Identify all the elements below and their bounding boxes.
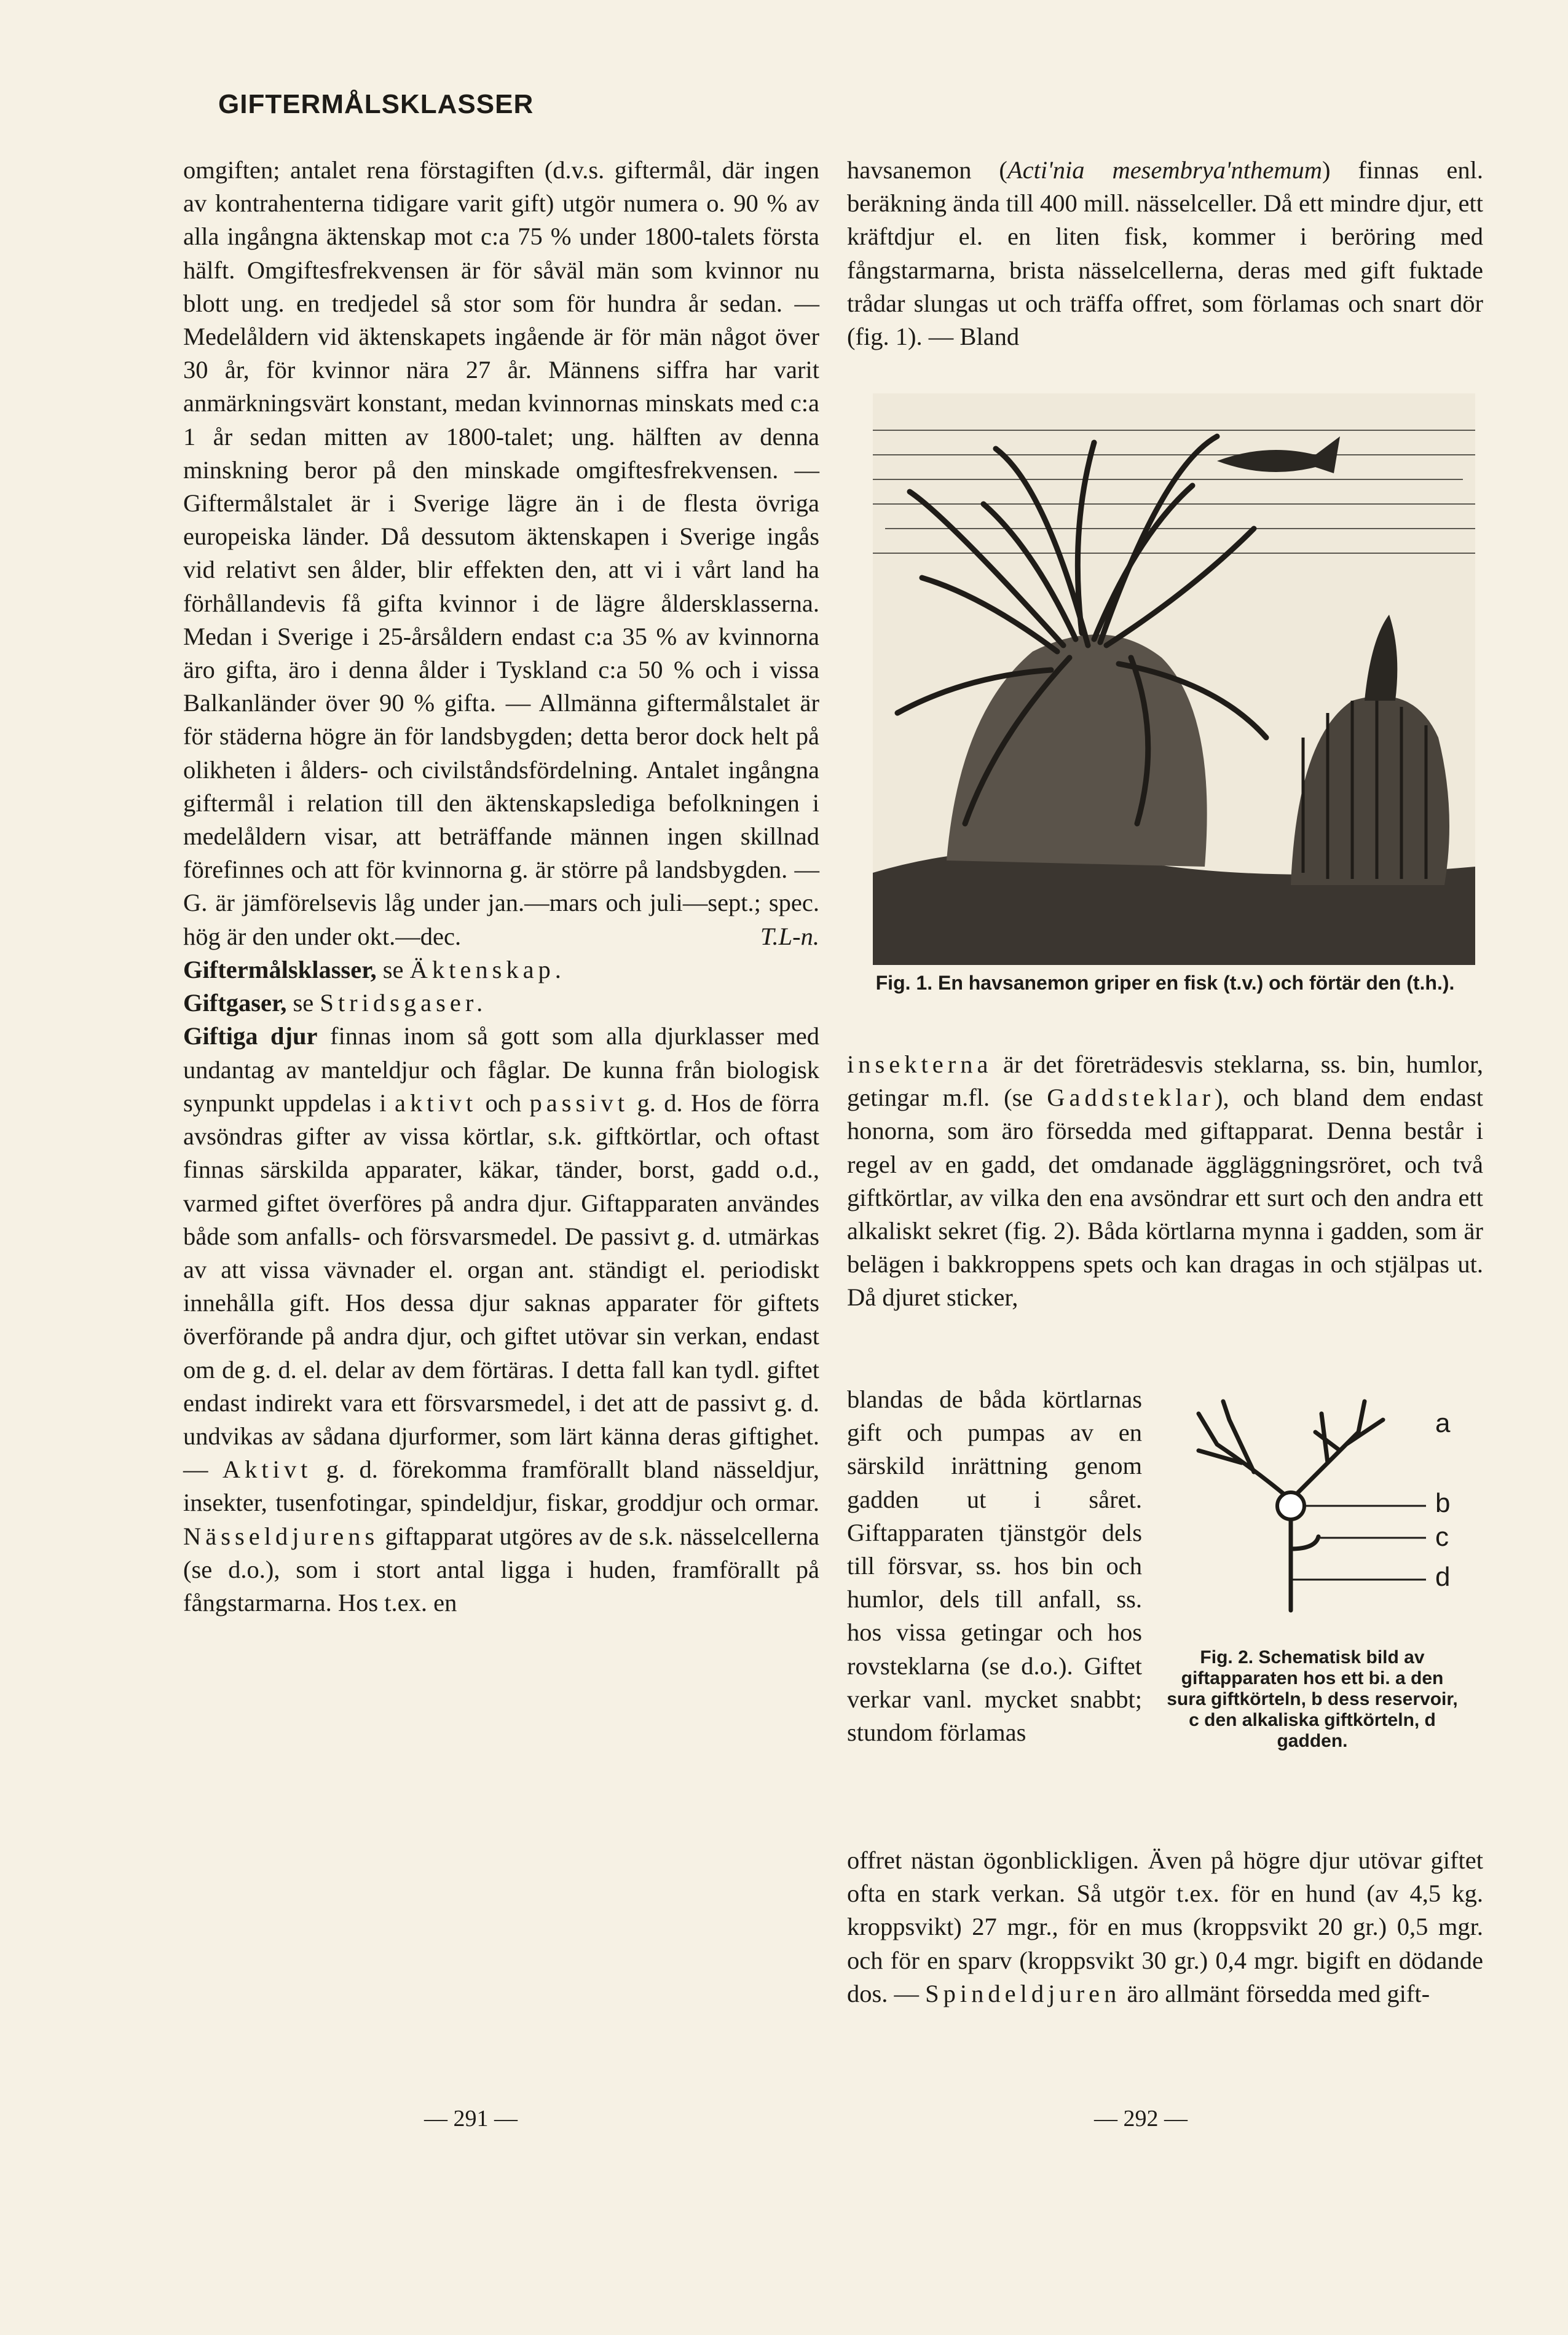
entry-giftiga-djur [183, 1020, 819, 1620]
page-number-right: — 292 — [1094, 2106, 1188, 2132]
right-column-bottom [847, 1844, 1483, 2010]
latin-name: Acti'nia mesembrya'nthemum [1007, 156, 1323, 184]
paragraph-text: äro allmänt försedda med gift- [1127, 1979, 1430, 2007]
figure-1-caption: Fig. 1. En havsanemon griper en fisk (t.v.) och förtär den (t.h.). [875, 972, 1455, 994]
sea-anemone-illustration [873, 393, 1475, 965]
paragraph-text: offret nästan ögonblickligen. Även på högre djur utövar giftet ofta en stark verkan. Så utgör t.ex. för en hund (av 4,5 kg. kroppsvikt) 27 mgr., för en mus (kroppsvikt 20 gr.) 0,5 mgr. och för en sparv (kroppsvikt 30 gr.) 0,4 mgr. bigift en dödande dos. — [847, 1846, 1483, 2007]
right-column-middle [847, 1048, 1483, 1315]
spaced-term: passivt [529, 1089, 629, 1117]
cross-reference: Gaddsteklar [1047, 1084, 1215, 1112]
paragraph-text: blandas de båda körtlarnas gift och pumpas av en särskild inrättning genom gadden ut i såret. Giftapparaten tjänstgör dels till försvar, ss. hos bin och humlor, dels till anfall, ss. hos vissa getingar och hos rovsteklarna (se d.o.). Giftet verkar vanl. mycket snabbt; stundom förlamas [847, 1385, 1142, 1747]
paragraph-text: g. d. förekomma framförallt bland nässeldjur, insekter, tusenfotingar, spindeldjur, fiskar, groddjur och ormar. [183, 1455, 820, 1517]
cross-reference: Äktenskap. [409, 956, 565, 984]
paragraph-text: g. d. Hos de förra avsöndras gifter av vissa körtlar, s.k. giftkörtlar, och oftast finnas särskilda apparater, käkar, tänder, borst, gadd o.d., varmed giftet överföres på andra djur. Giftapparaten användes både som anfalls- och försvarsmedel. De passivt g. d. utmärkas av att vissa vävnader el. organ ant. ständigt el. periodiskt innehålla gift. Hos dessa djur saknas apparater för giftets överförande på andra djur, och giftet utövar sin verkan, endast om de g. d. el. delar av dem förtäras. I detta fall kan tydl. giftet endast indirekt vara ett försvarsmedel, i det att de passivt g. d. undvikas av sådana djurformer, som lärt känna deras giftighet. — [183, 1089, 820, 1484]
spaced-term: aktivt [394, 1089, 478, 1117]
entry-headword: Giftgaser, [183, 989, 287, 1017]
paragraph-text: är det företrädesvis steklarna, ss. bin, humlor, getingar m.fl. (se [847, 1050, 1483, 1112]
entry-giftermalsklasser [183, 953, 819, 986]
label-d: d [1435, 1562, 1451, 1592]
cross-reference: Stridsgaser. [320, 989, 487, 1017]
see-text: se [293, 989, 314, 1017]
label-b: b [1435, 1488, 1451, 1518]
paragraph-text: omgiften; antalet rena förstagiften (d.v.s. giftermål, där ingen av kontrahenterna tidigare varit gift) utgör numera o. 90 % av alla ingångna äktenskap mot c:a 75 % under 1800-talets första hälft. Omgiftesfrekvensen är för såväl män som kvinnor nu blott ung. en tredjedel så stor som för hundra år sedan. — Medelåldern vid äktenskapets ingående är för män något över 30 år, för kvinnor nära 27 år. Männens siffra har varit anmärkningsvärt konstant, medan kvinnornas minskats med c:a 1 år sedan mitten av 1800-talet; ung. hälften av denna minskning beror på den minskade omgiftesfrekvensen. — Giftermålstalet är i Sverige lägre än i de flesta övriga europeiska länder. Då dessutom äktenskapen i Sverige ingås vid relativt sen ålder, blir effekten den, att vi i vårt land ha förhållandevis få gifta kvinnor i de lägre åldersklasserna. Medan i Sverige i 25-årsåldern endast c:a 35 % av kvinnorna äro gifta, äro i denna ålder i Tyskland c:a 50 % och i vissa Balkanländer över 90 % gifta. — Allmänna giftermålstalet är för städerna högre än för landsbygden; detta beror dock helt på olikheten i ålders- och civilståndsfördelning. Antalet ingångna giftermål i relation till den äktenskapslediga befolkningen i medelåldern visar, att beträffande männen ingen skillnad förefinnes och att för kvinnorna g. är större på landsbygden. — G. är jämförelsevis låg under jan.—mars och juli—sept.; spec. hög är den under okt.—dec. [183, 156, 819, 950]
right-column-top [847, 154, 1483, 353]
article-paragraph [183, 154, 819, 953]
right-column-narrow-text [847, 1383, 1142, 1749]
entry-giftgaser [183, 986, 819, 1020]
see-text: se [382, 956, 404, 984]
spaced-term: insekterna [847, 1050, 993, 1078]
left-column [183, 154, 819, 1620]
running-header: GIFTERMÅLSKLASSER [218, 89, 534, 119]
label-a: a [1435, 1408, 1451, 1438]
spaced-term: Aktivt [222, 1455, 312, 1484]
spaced-term: Spindeldjuren [925, 1979, 1121, 2007]
figure-2-caption: Fig. 2. Schematisk bild av giftapparaten hos ett bi. a den sura giftkörteln, b dess reservoir, c den alkaliska giftkörteln, d gadden. [1167, 1647, 1458, 1751]
spaced-term: Nässeldjurens [183, 1522, 379, 1550]
paragraph-text: ) finnas enl. beräkning ända till 400 mill. nässelceller. Då ett mindre djur, ett kräftdjur el. en liten fisk, kommer i beröring med fångstarmarna, brista nässelcellerna, deras med gift fuktade trådar slungas ut och träffa offret, som förlamas och snart dör (fig. 1). — Bland [847, 156, 1483, 351]
entry-headword: Giftermålsklasser, [183, 956, 377, 984]
paragraph-text: havsanemon ( [847, 156, 1007, 184]
paragraph-text: och [485, 1089, 522, 1117]
bee-venom-apparatus-diagram [1162, 1395, 1469, 1641]
page-number-left: — 291 — [424, 2106, 518, 2132]
paragraph-text: ), och bland dem endast honorna, som äro försedda med giftapparat. Denna består i regel av en gadd, det omdanade äggläggningsröret, och två giftkörtlar, av vilka den ena avsöndrar ett surt och den andra ett alkaliskt sekret (fig. 2). Båda körtlarna mynna i gadden, som är belägen i bakkroppens spets och kan dragas in och stjälpas ut. Då djuret sticker, [847, 1084, 1483, 1312]
paragraph-text: giftapparat utgöres av de s.k. nässelcellerna (se d.o.), som i stort antal ligga i huden, framförallt på fångstarmarna. Hos t.ex. en [183, 1522, 820, 1616]
label-c: c [1435, 1522, 1449, 1552]
article-paragraph [847, 154, 1483, 353]
author-signature: T.L-n. [760, 922, 819, 950]
entry-headword: Giftiga djur [183, 1022, 318, 1050]
paragraph-text: finnas inom så gott som alla djurklasser med undantag av manteldjur och fåglar. De kunna från biologisk synpunkt uppdelas i [183, 1022, 819, 1117]
